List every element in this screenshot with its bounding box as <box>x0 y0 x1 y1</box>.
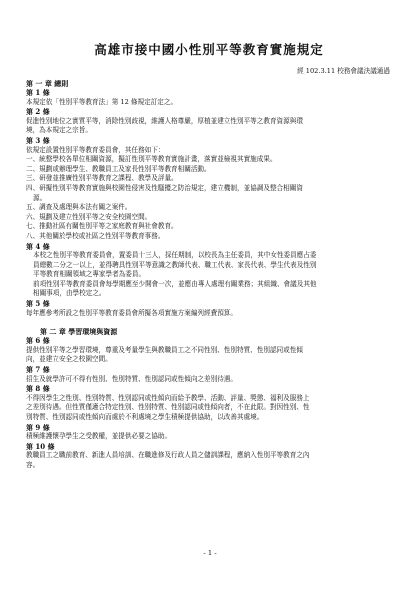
article-9-text: 積極維護懷孕學生之受教權，並提供必要之協助。 <box>26 432 172 441</box>
article-10-number: 第 10 條 <box>26 441 55 451</box>
article-3-item-3: 三、研發並推廣性別平等教育之課程、教學及評量。 <box>26 174 178 183</box>
article-1-text: 本規定依「性別平等教育法」第 12 條規定訂定之。 <box>26 97 178 106</box>
article-8-text: 不得因學生之性別、性別特質、性別認同或性傾向而給予教學、活動、評量、獎懲、福利及服務上 之差別待遇。但性質僅適合特定性別、性別特質、性別認同或性傾向者，不在此限。對因性別、性 別特質、性別認同或性傾向而處於不利處境之學生積極提供協助，以改善其處境。 <box>26 393 310 421</box>
page-number: - 1 - <box>203 549 217 557</box>
article-4-number: 第 4 條 <box>26 241 50 251</box>
chapter-1-heading: 第 一 章 總則 <box>26 79 69 88</box>
article-5-text: 每年應參考所設之性別平等教育委員會所擬各項實施方案編列經費預算。 <box>26 308 237 317</box>
article-3-intro: 依規定設置性別平等教育委員會，其任務如下： <box>26 145 165 154</box>
article-3-item-4: 四、研擬性別平等教育實施與校園性侵害及性騷擾之防治規定，建立機制，並協調及整合相關資 源。 <box>26 183 303 202</box>
article-10-text: 教職員工之職前教育、新進人員培訓、在職進修及行政人員之儲訓課程，應納入性別平等教育之內 容。 <box>26 451 310 469</box>
article-3-number: 第 3 條 <box>26 135 50 145</box>
article-7-text: 招生及就學許可不得有性別、性別特質、性別認同或性傾向之差別待遇。 <box>26 374 237 383</box>
article-2-number: 第 2 條 <box>26 107 50 117</box>
article-3-item-8: 八、其他關於學校或社區之性別平等教育事務。 <box>26 231 165 240</box>
article-9-number: 第 9 條 <box>26 422 50 432</box>
article-6-number: 第 6 條 <box>26 336 50 346</box>
article-2-text: 促進性別地位之實質平等，消除性別歧視，維護人格尊嚴，厚植並建立性別平等之教育資源與環 境，為本規定之宗旨。 <box>26 116 303 135</box>
article-8-number: 第 8 條 <box>26 384 50 394</box>
article-3-item-2: 二、規劃或辦理學生、教職員工及家長性別平等教育相關活動。 <box>26 164 211 173</box>
document-title: 高雄市接中國小性別平等教育實施規定 <box>94 42 324 57</box>
article-1-number: 第 1 條 <box>26 88 50 97</box>
article-3-item-7: 七、推動社區有關性別平等之家庭教育與社會教育。 <box>26 222 178 231</box>
article-3-item-1: 一、統整學校各單位相關資源，擬訂性別平等教育實施計畫，落實並檢視其實施成果。 <box>26 155 277 164</box>
article-5-number: 第 5 條 <box>26 299 50 309</box>
article-6-text: 提供性別平等之學習環境，尊重及考量學生與教職員工之不同性別、性別特質、性別認同或性傾 向，並建立安全之校園空間。 <box>26 345 303 364</box>
chapter-2-heading: 第 二 章 學習環境與資源 <box>40 327 118 337</box>
article-3-item-5: 五、調查及處理與本法有關之案件。 <box>26 203 132 212</box>
article-4-paragraph-2: 前項性別平等教育委員會每學期應至少開會一次，並應由專人處理有關業務；其組織、會議及其他 相關事項，由學校定之。 <box>33 279 317 298</box>
approval-note: 經 102.3.11 校務會議決議通過 <box>297 67 390 75</box>
article-3-item-6: 六、規劃及建立性別平等之安全校園空間。 <box>26 212 152 221</box>
article-4-paragraph-1: 本校之性別平等教育委員會，置委員十三人，採任期制，以校長為主任委員，其中女性委員應占委 員總數二分之一以上，並得聘具性別平等意識之教師代表、職工代表、家長代表、學生代表及性別 平等教育相關領域之專家學者為委員。 <box>33 251 317 279</box>
article-7-number: 第 7 條 <box>26 365 50 375</box>
